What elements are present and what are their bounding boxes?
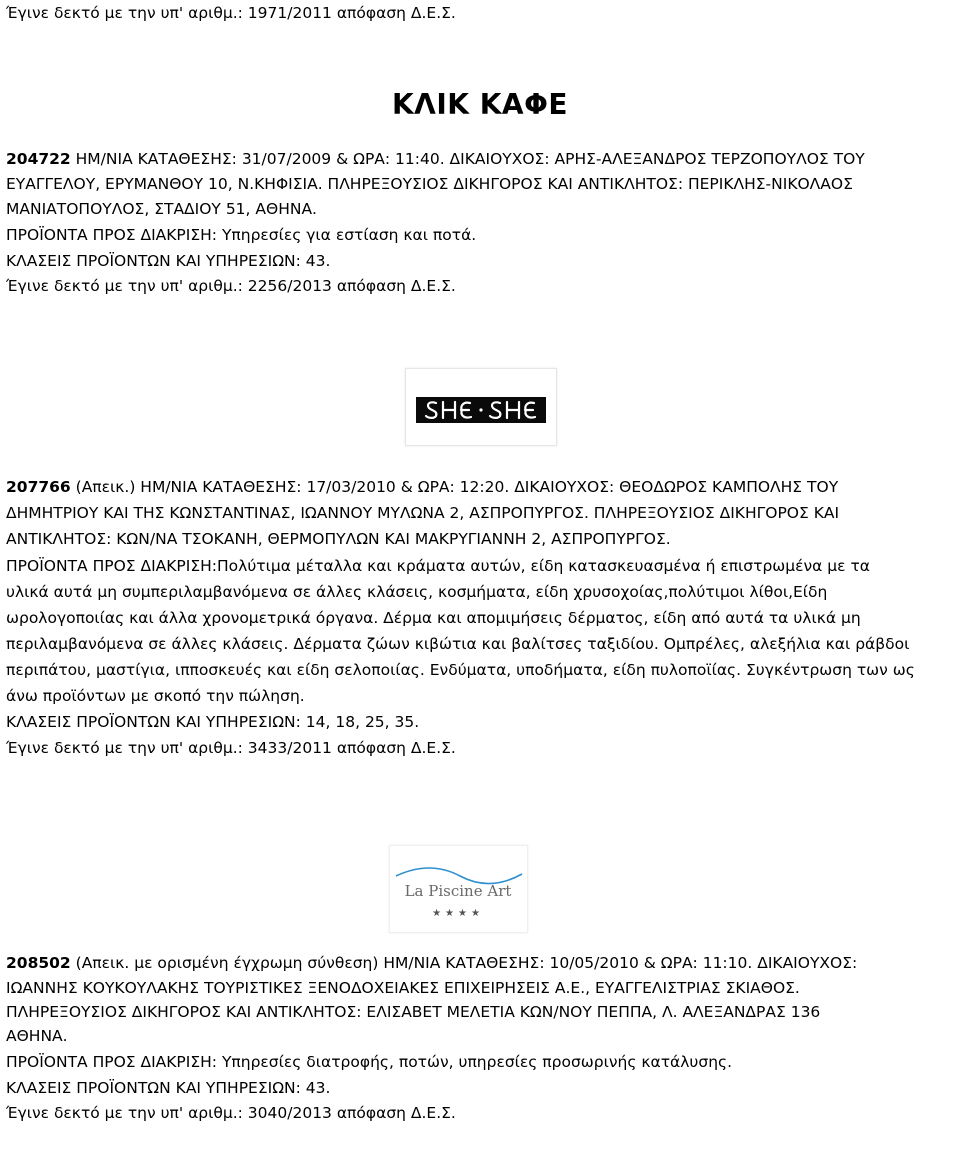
entry-line: ΙΩΑΝΝΗΣ ΚΟΥΚΟΥΛΑΚΗΣ ΤΟΥΡΙΣΤΙΚΕΣ ΞΕΝΟΔΟΧΕΙΑΚΕΣ ΕΠΙΧΕΙΡΗΣΕΙΣ Α.Ε., ΕΥΑΓΓΕΛΙΣΤΡΙΑΣ ΣΚΙΑΘΟΣ. xyxy=(6,979,800,997)
trademark-title: ΚΛΙΚ ΚΑΦΕ xyxy=(391,88,569,121)
entry-line: Έγινε δεκτό με την υπ' αριθμ.: 3040/2013 απόφαση Δ.Ε.Σ. xyxy=(6,1104,456,1122)
entry-line: περιπάτου, μαστίγια, ιπποσκευές και είδη σελοποιίας. Ενδύματα, υποδήματα, είδη πυλοποϊίας. Συγκέντρωση των ως xyxy=(6,661,915,679)
entry-line: ΔΗΜΗΤΡΙΟΥ ΚΑΙ ΤΗΣ ΚΩΝΣΤΑΝΤΙΝΑΣ, ΙΩΑΝΝΟΥ ΜΥΛΩΝΑ 2, ΑΣΠΡΟΠΥΡΓΟΣ. ΠΛΗΡΕΞΟΥΣΙΟΣ ΔΙΚΗΓΟΡΟΣ ΚΑΙ xyxy=(6,504,840,522)
application-number: 207766 xyxy=(6,478,71,496)
entry-line: ΠΡΟΪΟΝΤΑ ΠΡΟΣ ΔΙΑΚΡΙΣΗ:Πολύτιμα μέταλλα και κράματα αυτών, είδη κατασκευασμένα ή επιστρωμένα με τα xyxy=(6,557,871,575)
logo-wordmark: La Piscine Art xyxy=(404,882,512,900)
entry-line: 208502 (Απεικ. με ορισμένη έγχρωμη σύνθεση) ΗΜ/ΝΙΑ ΚΑΤΑΘΕΣΗΣ: 10/05/2010 & ΩΡΑ: 11:10. ΔΙΚΑΙΟΥΧΟΣ: xyxy=(6,954,858,972)
entry-line: ΠΡΟΪΟΝΤΑ ΠΡΟΣ ΔΙΑΚΡΙΣΗ: Υπηρεσίες για εστίαση και ποτά. xyxy=(6,226,477,244)
entry-line: ΑΘΗΝΑ. xyxy=(6,1027,68,1045)
entry-line: 207766 (Απεικ.) ΗΜ/ΝΙΑ ΚΑΤΑΘΕΣΗΣ: 17/03/2010 & ΩΡΑ: 12:20. ΔΙΚΑΙΟΥΧΟΣ: ΘΕΟΔΩΡΟΣ ΚΑΜΠΟΛΗΣ ΤΟΥ xyxy=(6,478,839,496)
logo-stars: ★★★★ xyxy=(432,908,484,919)
entry-line: ΚΛΑΣΕΙΣ ΠΡΟΪΟΝΤΩΝ ΚΑΙ ΥΠΗΡΕΣΙΩΝ: 43. xyxy=(6,1079,331,1097)
entry-line: περιλαμβανόμενα σε άλλες κλάσεις. Δέρματα ζώων κιβώτια και βαλίτσες ταξιδίου. Ομπρέλες, αλεξήλια και ράβδοι xyxy=(6,635,910,653)
entry-line: ΜΑΝΙΑΤΟΠΟΥΛΟΣ, ΣΤΑΔΙΟΥ 51, ΑΘΗΝΑ. xyxy=(6,200,317,218)
entry-line: υλικά αυτά μη συμπεριλαμβανόμενα σε άλλες κλάσεις, κοσμήματα, είδη χρυσοχοίας,πολύτιμοι λίθοι,Είδη xyxy=(6,583,828,601)
entry-line: ΑΝΤΙΚΛΗΤΟΣ: ΚΩΝ/ΝΑ ΤΣΟΚΑΝΗ, ΘΕΡΜΟΠΥΛΩΝ ΚΑΙ ΜΑΚΡΥΓΙΑΝΝΗ 2, ΑΣΠΡΟΠΥΡΓΟΣ. xyxy=(6,530,671,548)
entry-line: ΕΥΑΓΓΕΛΟΥ, ΕΡΥΜΑΝΘΟΥ 10, Ν.ΚΗΦΙΣΙΑ. ΠΛΗΡΕΞΟΥΣΙΟΣ ΔΙΚΗΓΟΡΟΣ ΚΑΙ ΑΝΤΙΚΛΗΤΟΣ: ΠΕΡΙΚΛΗΣ-ΝΙΚΟΛΑΟΣ xyxy=(6,175,853,193)
trademark-logo-la-piscine-art xyxy=(389,845,528,933)
header-approval-line: Έγινε δεκτό με την υπ' αριθμ.: 1971/2011 απόφαση Δ.Ε.Σ. xyxy=(6,4,456,22)
entry-line: ωρολογοποιίας και άλλα χρονομετρικά όργανα. Δέρμα και απομιμήσεις δέρματος, είδη από αυτά τα υλικά μη xyxy=(6,609,861,627)
entry-line: Έγινε δεκτό με την υπ' αριθμ.: 3433/2011 απόφαση Δ.Ε.Σ. xyxy=(6,739,456,757)
entry-line: ΠΡΟΪΟΝΤΑ ΠΡΟΣ ΔΙΑΚΡΙΣΗ: Υπηρεσίες διατροφής, ποτών, υπηρεσίες προσωρινής κατάλυσης. xyxy=(6,1053,733,1071)
trademark-logo-she-she xyxy=(405,368,557,446)
she-she-logo-graphic xyxy=(416,397,546,423)
entry-line: άνω προϊόντων με σκοπό την πώληση. xyxy=(6,687,305,705)
entry-line: Έγινε δεκτό με την υπ' αριθμ.: 2256/2013 απόφαση Δ.Ε.Σ. xyxy=(6,277,456,295)
application-number: 204722 xyxy=(6,150,71,168)
entry-line: ΠΛΗΡΕΞΟΥΣΙΟΣ ΔΙΚΗΓΟΡΟΣ ΚΑΙ ΑΝΤΙΚΛΗΤΟΣ: ΕΛΙΣΑΒΕΤ ΜΕΛΕΤΙΑ ΚΩΝ/ΝΟΥ ΠΕΠΠΑ, Λ. ΑΛΕΞΑΝΔΡΑΣ 136 xyxy=(6,1003,821,1021)
entry-line: ΚΛΑΣΕΙΣ ΠΡΟΪΟΝΤΩΝ ΚΑΙ ΥΠΗΡΕΣΙΩΝ: 14, 18, 25, 35. xyxy=(6,713,420,731)
entry-line: ΚΛΑΣΕΙΣ ΠΡΟΪΟΝΤΩΝ ΚΑΙ ΥΠΗΡΕΣΙΩΝ: 43. xyxy=(6,252,331,270)
entry-line: 204722 ΗΜ/ΝΙΑ ΚΑΤΑΘΕΣΗΣ: 31/07/2009 & ΩΡΑ: 11:40. ΔΙΚΑΙΟΥΧΟΣ: ΑΡΗΣ-ΑΛΕΞΑΝΔΡΟΣ ΤΕΡΖΟΠΟΥΛΟΣ ΤΟΥ xyxy=(6,150,865,168)
la-piscine-art-logo-graphic xyxy=(390,846,527,932)
logo-band xyxy=(416,397,546,423)
application-number: 208502 xyxy=(6,954,71,972)
